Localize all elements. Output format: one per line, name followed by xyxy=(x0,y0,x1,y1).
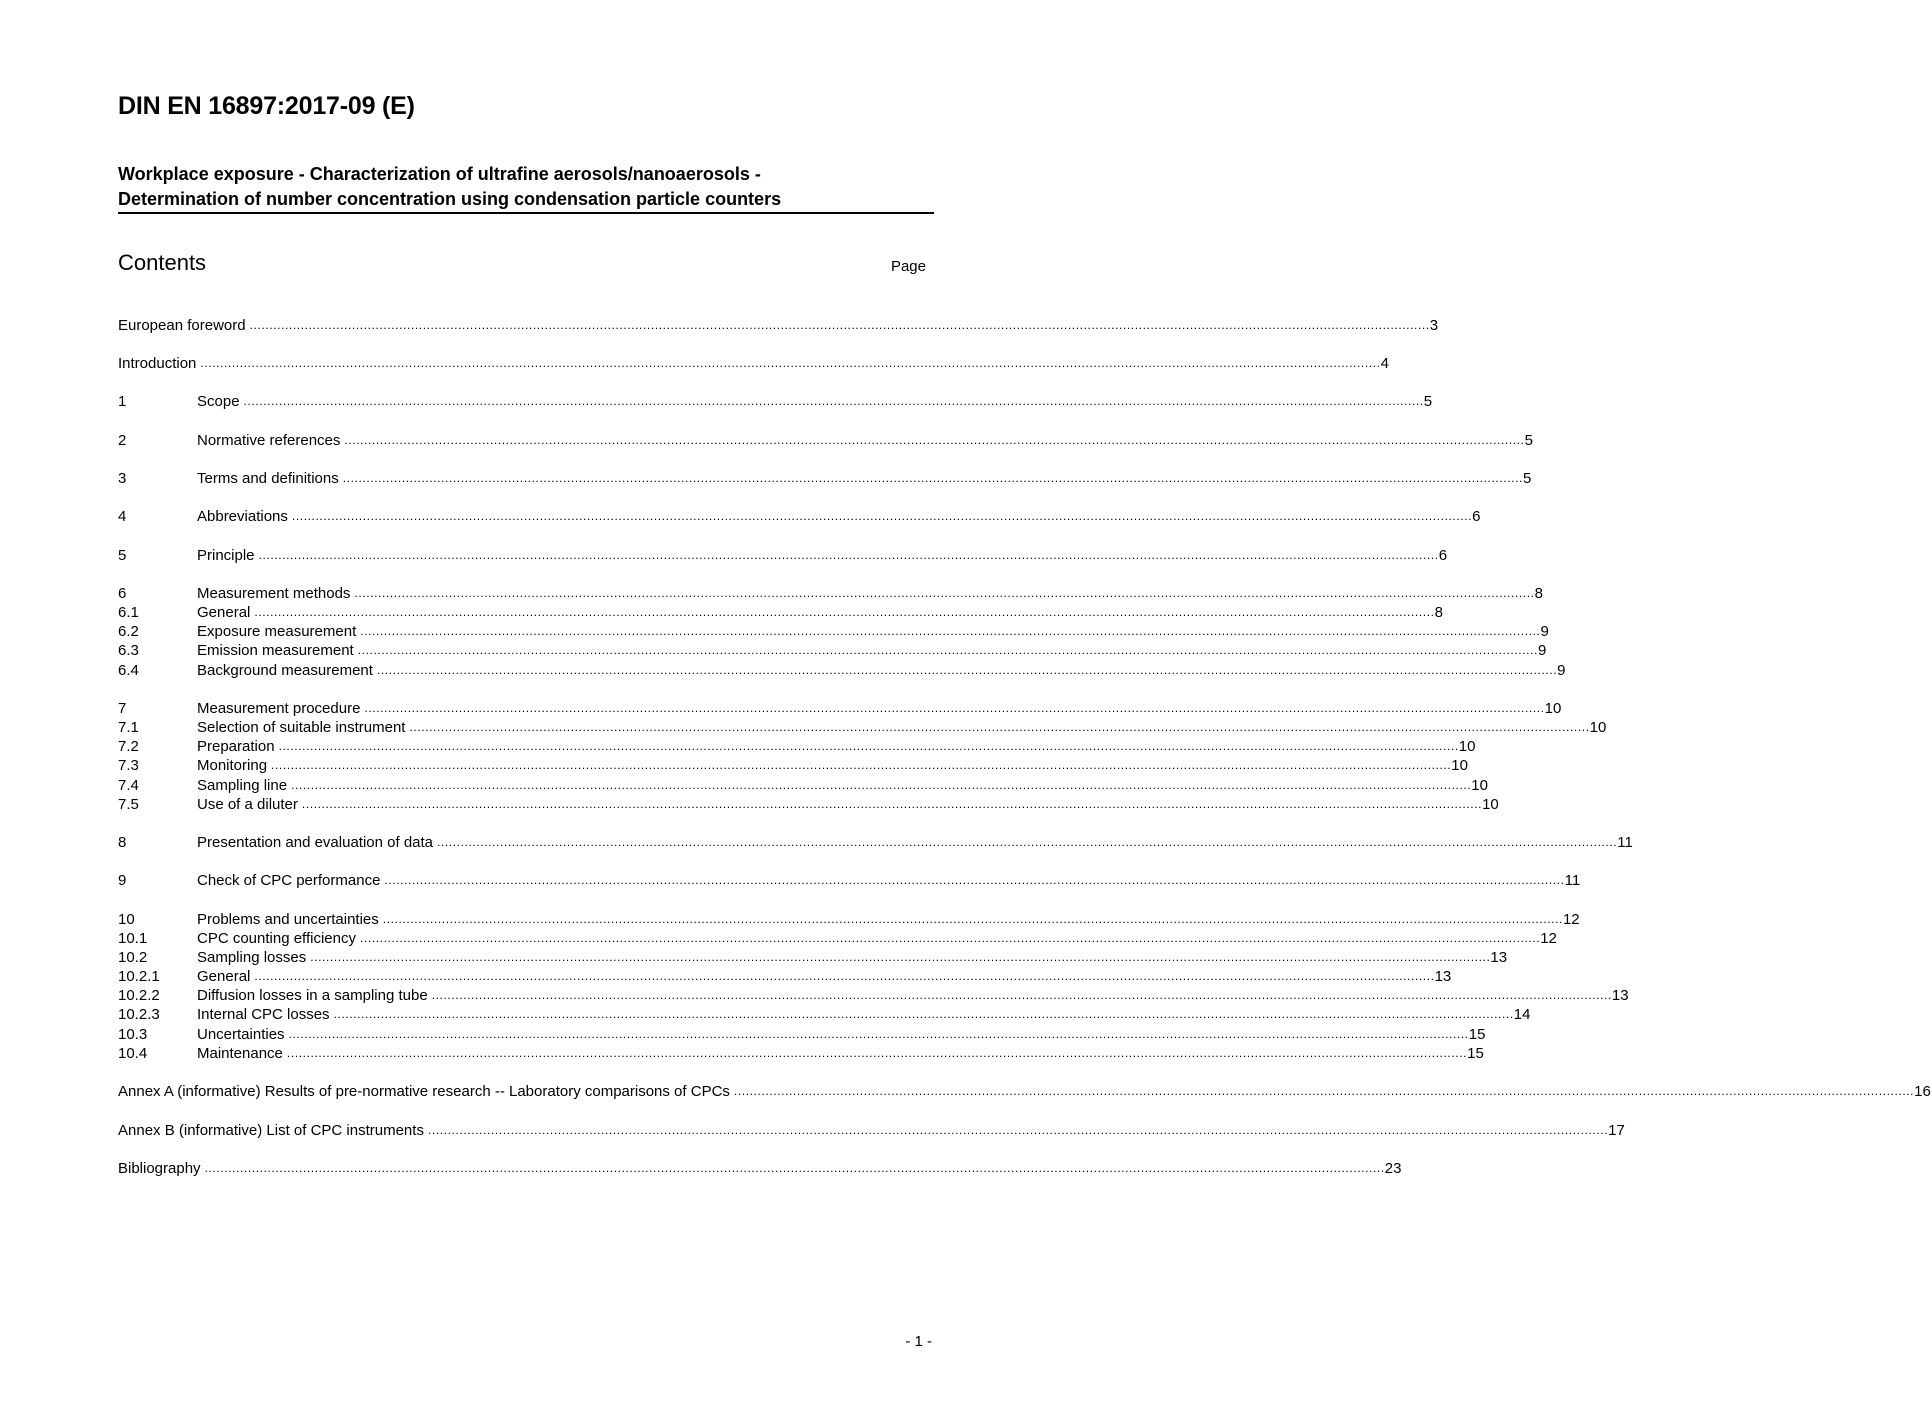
toc-entry[interactable] xyxy=(118,622,1549,641)
dot-leader: ............................................................................................................................................................................................................................................................................................................ xyxy=(286,1046,1468,1060)
toc-entry-page: 5 xyxy=(1524,432,1533,449)
toc-entry-number: 7.2 xyxy=(118,738,139,755)
toc-entry-number: 6.3 xyxy=(118,642,139,659)
toc-entry-title: Annex B (informative) List of CPC instruments xyxy=(118,1122,424,1139)
dot-leader: ............................................................................................................................................................................................................................................................................................................ xyxy=(364,701,1545,715)
toc-entry-page: 12 xyxy=(1562,911,1580,928)
dot-leader: ............................................................................................................................................................................................................................................................................................................ xyxy=(359,931,1541,945)
toc-entry[interactable] xyxy=(118,699,1562,718)
dot-leader: ............................................................................................................................................................................................................................................................................................................ xyxy=(342,471,1523,485)
toc-entry-page: 13 xyxy=(1611,987,1629,1004)
dot-leader: ............................................................................................................................................................................................................................................................................................................ xyxy=(333,1007,1514,1021)
toc-entry-title: Problems and uncertainties xyxy=(197,911,379,928)
dot-leader: ............................................................................................................................................................................................................................................................................................................ xyxy=(357,643,1538,657)
toc-entry[interactable] xyxy=(118,910,1580,929)
toc-entry[interactable] xyxy=(118,641,1547,660)
toc-entry[interactable] xyxy=(118,756,1468,775)
toc-entry[interactable] xyxy=(118,354,1389,373)
toc-entry-page: 9 xyxy=(1540,623,1549,640)
toc-entry-number: 10.2.2 xyxy=(118,987,160,1004)
toc-entry-title: Selection of suitable instrument xyxy=(197,719,406,736)
page-number: - 1 - xyxy=(905,1333,932,1350)
toc-entry-number: 7.1 xyxy=(118,719,139,736)
toc-entry-number: 10.4 xyxy=(118,1045,148,1062)
toc-entry-title: Preparation xyxy=(197,738,275,755)
dot-leader: ............................................................................................................................................................................................................................................................................................................ xyxy=(733,1084,1915,1098)
toc-entry[interactable] xyxy=(118,871,1581,890)
dot-leader: ............................................................................................................................................................................................................................................................................................................ xyxy=(204,1161,1385,1175)
toc-entry-page: 10 xyxy=(1589,719,1607,736)
toc-entry-number: 7.4 xyxy=(118,777,139,794)
toc-entry-title: Normative references xyxy=(197,432,341,449)
toc-entry[interactable] xyxy=(118,469,1532,488)
toc-entry-page: 5 xyxy=(1522,470,1532,487)
toc-entry-page: 15 xyxy=(1467,1045,1484,1062)
toc-entry-page: 10 xyxy=(1482,796,1499,813)
toc-entry-title: Monitoring xyxy=(197,757,268,774)
toc-entry-number: 2 xyxy=(118,432,127,449)
toc-entry-page: 10 xyxy=(1451,757,1468,774)
dot-leader: ............................................................................................................................................................................................................................................................................................................ xyxy=(243,394,1424,408)
toc-entry[interactable] xyxy=(118,431,1533,450)
toc-entry[interactable] xyxy=(118,948,1508,967)
toc-entry-page: 15 xyxy=(1468,1026,1486,1043)
toc-entry-title: Check of CPC performance xyxy=(197,872,381,889)
toc-entry[interactable] xyxy=(118,507,1481,526)
toc-entry-title: Presentation and evaluation of data xyxy=(197,834,434,851)
dot-leader: ............................................................................................................................................................................................................................................................................................................ xyxy=(271,758,1452,772)
toc-entry-number: 6.4 xyxy=(118,662,139,679)
toc-entry-page: 8 xyxy=(1534,585,1543,602)
toc-entry[interactable] xyxy=(118,833,1633,852)
dot-leader: ............................................................................................................................................................................................................................................................................................................ xyxy=(437,835,1618,849)
toc-entry-number: 9 xyxy=(118,872,127,889)
toc-entry-page: 11 xyxy=(1617,834,1633,851)
toc-entry-title: Measurement procedure xyxy=(197,700,361,717)
toc-entry[interactable] xyxy=(118,546,1448,565)
dot-leader: ............................................................................................................................................................................................................................................................................................................ xyxy=(288,1027,1469,1041)
toc-entry-title: Annex A (informative) Results of pre-normative research -- Laboratory comparisons of CPCs xyxy=(118,1083,730,1100)
toc-entry[interactable] xyxy=(118,795,1499,814)
toc-entry[interactable] xyxy=(118,392,1433,411)
toc-entry-number: 3 xyxy=(118,470,127,487)
toc-entry-page: 11 xyxy=(1564,872,1581,889)
toc-entry-page: 5 xyxy=(1423,393,1433,410)
document-title xyxy=(118,162,934,214)
toc-entry[interactable] xyxy=(118,1005,1531,1024)
toc-entry[interactable] xyxy=(118,661,1566,680)
toc-entry[interactable] xyxy=(118,776,1488,795)
contents-heading: Contents xyxy=(118,250,207,275)
toc-entry-page: 8 xyxy=(1434,604,1443,621)
toc-entry-title: Bibliography xyxy=(118,1160,201,1177)
dot-leader: ............................................................................................................................................................................................................................................................................................................ xyxy=(431,988,1612,1002)
toc-entry-page: 10 xyxy=(1458,738,1476,755)
toc-entry[interactable] xyxy=(118,603,1443,622)
toc-entry-title: Principle xyxy=(197,547,255,564)
toc-entry[interactable] xyxy=(118,584,1543,603)
toc-entry-title: Sampling losses xyxy=(197,949,307,966)
toc-entry-title: Measurement methods xyxy=(197,585,351,602)
toc-entry-title: CPC counting efficiency xyxy=(197,930,356,947)
toc-entry-page: 3 xyxy=(1429,317,1439,334)
toc-entry-title: Abbreviations xyxy=(197,508,288,525)
dot-leader: ............................................................................................................................................................................................................................................................................................................ xyxy=(344,433,1525,447)
toc-entry[interactable] xyxy=(118,1025,1486,1044)
dot-leader: ............................................................................................................................................................................................................................................................................................................ xyxy=(301,797,1483,811)
dot-leader: ............................................................................................................................................................................................................................................................................................................ xyxy=(254,605,1435,619)
toc-entry-number: 10.1 xyxy=(118,930,148,947)
dot-leader: ............................................................................................................................................................................................................................................................................................................ xyxy=(376,663,1558,677)
toc-entry-title: General xyxy=(197,604,251,621)
toc-entry-number: 4 xyxy=(118,508,127,525)
dot-leader: ............................................................................................................................................................................................................................................................................................................ xyxy=(310,950,1491,964)
dot-leader: ............................................................................................................................................................................................................................................................................................................ xyxy=(354,586,1535,600)
dot-leader: ............................................................................................................................................................................................................................................................................................................ xyxy=(360,624,1541,638)
toc-entry-number: 6.2 xyxy=(118,623,139,640)
toc-entry-page: 14 xyxy=(1513,1006,1531,1023)
toc-entry-title: European foreword xyxy=(118,317,246,334)
toc-entry-title: General xyxy=(197,968,251,985)
dot-leader: ............................................................................................................................................................................................................................................................................................................ xyxy=(427,1123,1609,1137)
dot-leader: ............................................................................................................................................................................................................................................................................................................ xyxy=(409,720,1590,734)
toc-entry-number: 1 xyxy=(118,393,127,410)
toc-entry[interactable] xyxy=(118,1121,1625,1140)
toc-entry[interactable] xyxy=(118,967,1452,986)
toc-entry[interactable] xyxy=(118,718,1607,737)
dot-leader: ............................................................................................................................................................................................................................................................................................................ xyxy=(382,912,1563,926)
toc-entry-title: Uncertainties xyxy=(197,1026,285,1043)
dot-leader: ............................................................................................................................................................................................................................................................................................................ xyxy=(258,548,1439,562)
toc-entry-page: 13 xyxy=(1434,968,1452,985)
toc-entry-title: Internal CPC losses xyxy=(197,1006,330,1023)
toc-entry-number: 10.2 xyxy=(118,949,148,966)
dot-leader: ............................................................................................................................................................................................................................................................................................................ xyxy=(384,873,1565,887)
toc-entry-title: Exposure measurement xyxy=(197,623,357,640)
toc-entry-title: Emission measurement xyxy=(197,642,354,659)
toc-entry-title: Terms and definitions xyxy=(197,470,339,487)
toc-entry-number: 6.1 xyxy=(118,604,139,621)
dot-leader: ............................................................................................................................................................................................................................................................................................................ xyxy=(291,778,1472,792)
toc-entry-number: 10.2.1 xyxy=(118,968,160,985)
toc-entry-title: Maintenance xyxy=(197,1045,283,1062)
toc-entry-page: 4 xyxy=(1380,355,1389,372)
toc-entry-number: 10.2.3 xyxy=(118,1006,160,1023)
toc-entry-page: 10 xyxy=(1471,777,1488,794)
toc-entry-page: 23 xyxy=(1384,1160,1402,1177)
toc-entry-page: 16 xyxy=(1914,1083,1931,1100)
toc-entry[interactable] xyxy=(118,1082,1931,1101)
toc-entry-page: 12 xyxy=(1540,930,1557,947)
toc-entry-number: 5 xyxy=(118,547,127,564)
toc-entry-title: Scope xyxy=(197,393,240,410)
toc-entry[interactable] xyxy=(118,1159,1402,1178)
toc-entry-number: 7.5 xyxy=(118,796,139,813)
toc-entry-title: Use of a diluter xyxy=(197,796,298,813)
toc-entry-number: 8 xyxy=(118,834,127,851)
toc-entry-title: Diffusion losses in a sampling tube xyxy=(197,987,428,1004)
title-line-1: Workplace exposure - Characterization of ultrafine aerosols/nanoaerosols - xyxy=(118,164,761,184)
toc-entry[interactable] xyxy=(118,316,1439,335)
document-id: DIN EN 16897:2017-09 (E) xyxy=(118,92,415,120)
toc-entry-title: Introduction xyxy=(118,355,197,372)
dot-leader: ............................................................................................................................................................................................................................................................................................................ xyxy=(278,739,1459,753)
toc-entry[interactable] xyxy=(118,737,1476,756)
toc-entry-page: 6 xyxy=(1438,547,1448,564)
toc-entry-title: Background measurement xyxy=(197,662,373,679)
toc-entry-page: 9 xyxy=(1557,662,1566,679)
toc-entry-title: Sampling line xyxy=(197,777,288,794)
toc-entry-page: 10 xyxy=(1544,700,1562,717)
dot-leader: ............................................................................................................................................................................................................................................................................................................ xyxy=(254,969,1435,983)
dot-leader: ............................................................................................................................................................................................................................................................................................................ xyxy=(200,356,1381,370)
toc-entry-number: 10.3 xyxy=(118,1026,148,1043)
dot-leader: ............................................................................................................................................................................................................................................................................................................ xyxy=(291,509,1473,523)
toc-entry-page: 17 xyxy=(1608,1122,1625,1139)
dot-leader: ............................................................................................................................................................................................................................................................................................................ xyxy=(249,318,1430,332)
toc-entry-page: 6 xyxy=(1472,508,1481,525)
toc-entry-number: 6 xyxy=(118,585,127,602)
toc-entry-number: 10 xyxy=(118,911,135,928)
toc-entry-number: 7.3 xyxy=(118,757,139,774)
toc-entry[interactable] xyxy=(118,929,1557,948)
title-line-2: Determination of number concentration using condensation particle counters xyxy=(118,189,782,209)
toc-entry-page: 13 xyxy=(1490,949,1508,966)
page-column-heading: Page xyxy=(890,258,926,275)
toc-entry-page: 9 xyxy=(1537,642,1547,659)
toc-entry[interactable] xyxy=(118,986,1629,1005)
toc-entry[interactable] xyxy=(118,1044,1484,1063)
toc-entry-number: 7 xyxy=(118,700,127,717)
